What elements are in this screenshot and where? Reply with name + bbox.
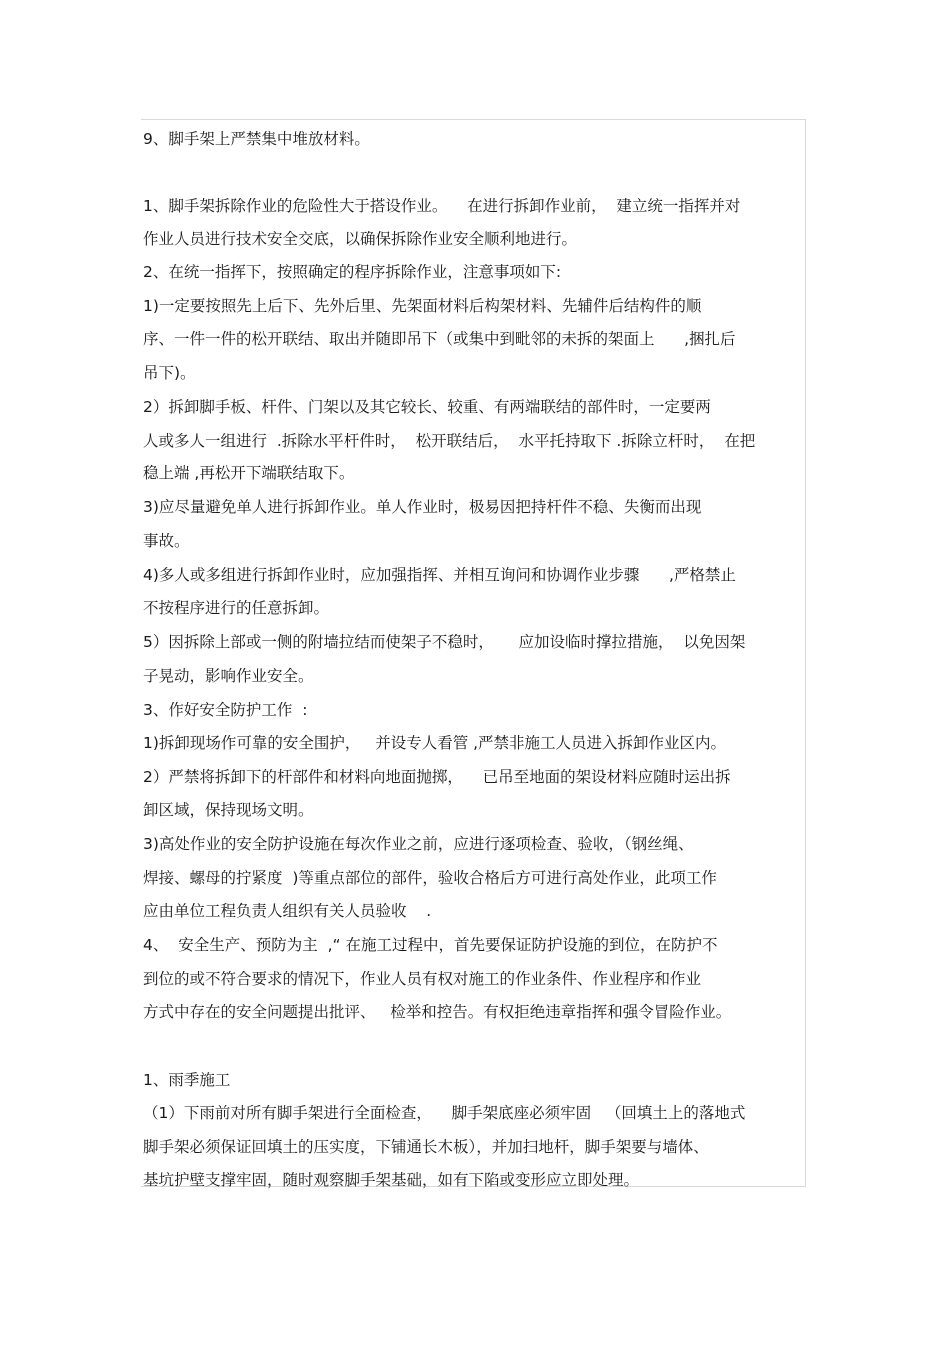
text-line: 应由单位工程负责人组织有关人员验收 . xyxy=(143,902,432,920)
text-line: 3)应尽量避免单人进行拆卸作业。单人作业时，极易因把持杆件不稳、失衡而出现 xyxy=(143,498,702,516)
text-line: 事故。 xyxy=(143,532,190,550)
text-line: 5）因拆除上部或一侧的附墙拉结而使架子不稳时， 应加设临时撑拉措施， 以免因架 xyxy=(143,633,746,651)
text-line: 吊下)。 xyxy=(143,364,196,382)
text-line: 序、一件一件的松开联结、取出并随即吊下（或集中到毗邻的未拆的架面上 ,捆扎后 xyxy=(143,330,736,348)
text-line: 4、 安全生产、预防为主 ,“ 在施工过程中，首先要保证防护设施的到位，在防护不 xyxy=(143,936,718,954)
text-line: 9、脚手架上严禁集中堆放材料。 xyxy=(143,130,370,148)
text-line: （1）下雨前对所有脚手架进行全面检查， 脚手架底座必须牢固 （回填土上的落地式 xyxy=(143,1104,746,1122)
text-line: 焊接、螺母的拧紧度 )等重点部位的部件，验收合格后方可进行高处作业，此项工作 xyxy=(143,869,717,887)
text-line: 卸区域，保持现场文明。 xyxy=(143,801,314,819)
text-line: 方式中存在的安全问题提出批评、 检举和控告。有权拒绝违章指挥和强令冒险作业。 xyxy=(143,1003,732,1021)
text-line: 1、脚手架拆除作业的危险性大于搭设作业。 在进行拆卸作业前， 建立统一指挥并对 xyxy=(143,197,741,215)
text-line: 1)拆卸现场作可靠的安全围护， 并设专人看管 ,严禁非施工人员进入拆卸作业区内。 xyxy=(143,734,727,752)
text-line: 1、雨季施工 xyxy=(143,1071,231,1089)
text-line: 4)多人或多组进行拆卸作业时，应加强指挥、并相互询问和协调作业步骤 ,严格禁止 xyxy=(143,566,736,584)
text-line: 子晃动，影响作业安全。 xyxy=(143,667,314,685)
text-line: 脚手架必须保证回填土的压实度，下铺通长木板），并加扫地杆，脚手架要与墙体、 xyxy=(143,1138,709,1156)
text-line: 3)高处作业的安全防护设施在每次作业之前，应进行逐项检查、验收，（钢丝绳、 xyxy=(143,835,694,853)
text-line: 到位的或不符合要求的情况下，作业人员有权对施工的作业条件、作业程序和作业 xyxy=(143,970,702,988)
text-line: 人或多人一组进行 .拆除水平杆件时， 松开联结后， 水平托持取下 .拆除立杆时， 在把 xyxy=(143,432,756,450)
text-line: 3、作好安全防护工作 : xyxy=(143,701,308,719)
text-line: 2）拆卸脚手板、杆件、门架以及其它较长、较重、有两端联结的部件时，一定要两 xyxy=(143,398,711,416)
text-line: 作业人员进行技术安全交底，以确保拆除作业安全顺利地进行。 xyxy=(143,230,578,248)
text-line: 2）严禁将拆卸下的杆部件和材料向地面抛掷， 已吊至地面的架设材料应随时运出拆 xyxy=(143,768,731,786)
text-line: 2、在统一指挥下，按照确定的程序拆除作业，注意事项如下: xyxy=(143,263,562,281)
text-line: 稳上端 ,再松开下端联结取下。 xyxy=(143,464,355,482)
text-line: 1)一定要按照先上后下、先外后里、先架面材料后构架材料、先辅件后结构件的顺 xyxy=(143,297,702,315)
text-line: 基坑护壁支撑牢固，随时观察脚手架基础，如有下陷或变形应立即处理。 xyxy=(143,1171,640,1189)
text-line: 不按程序进行的任意拆卸。 xyxy=(143,599,330,617)
